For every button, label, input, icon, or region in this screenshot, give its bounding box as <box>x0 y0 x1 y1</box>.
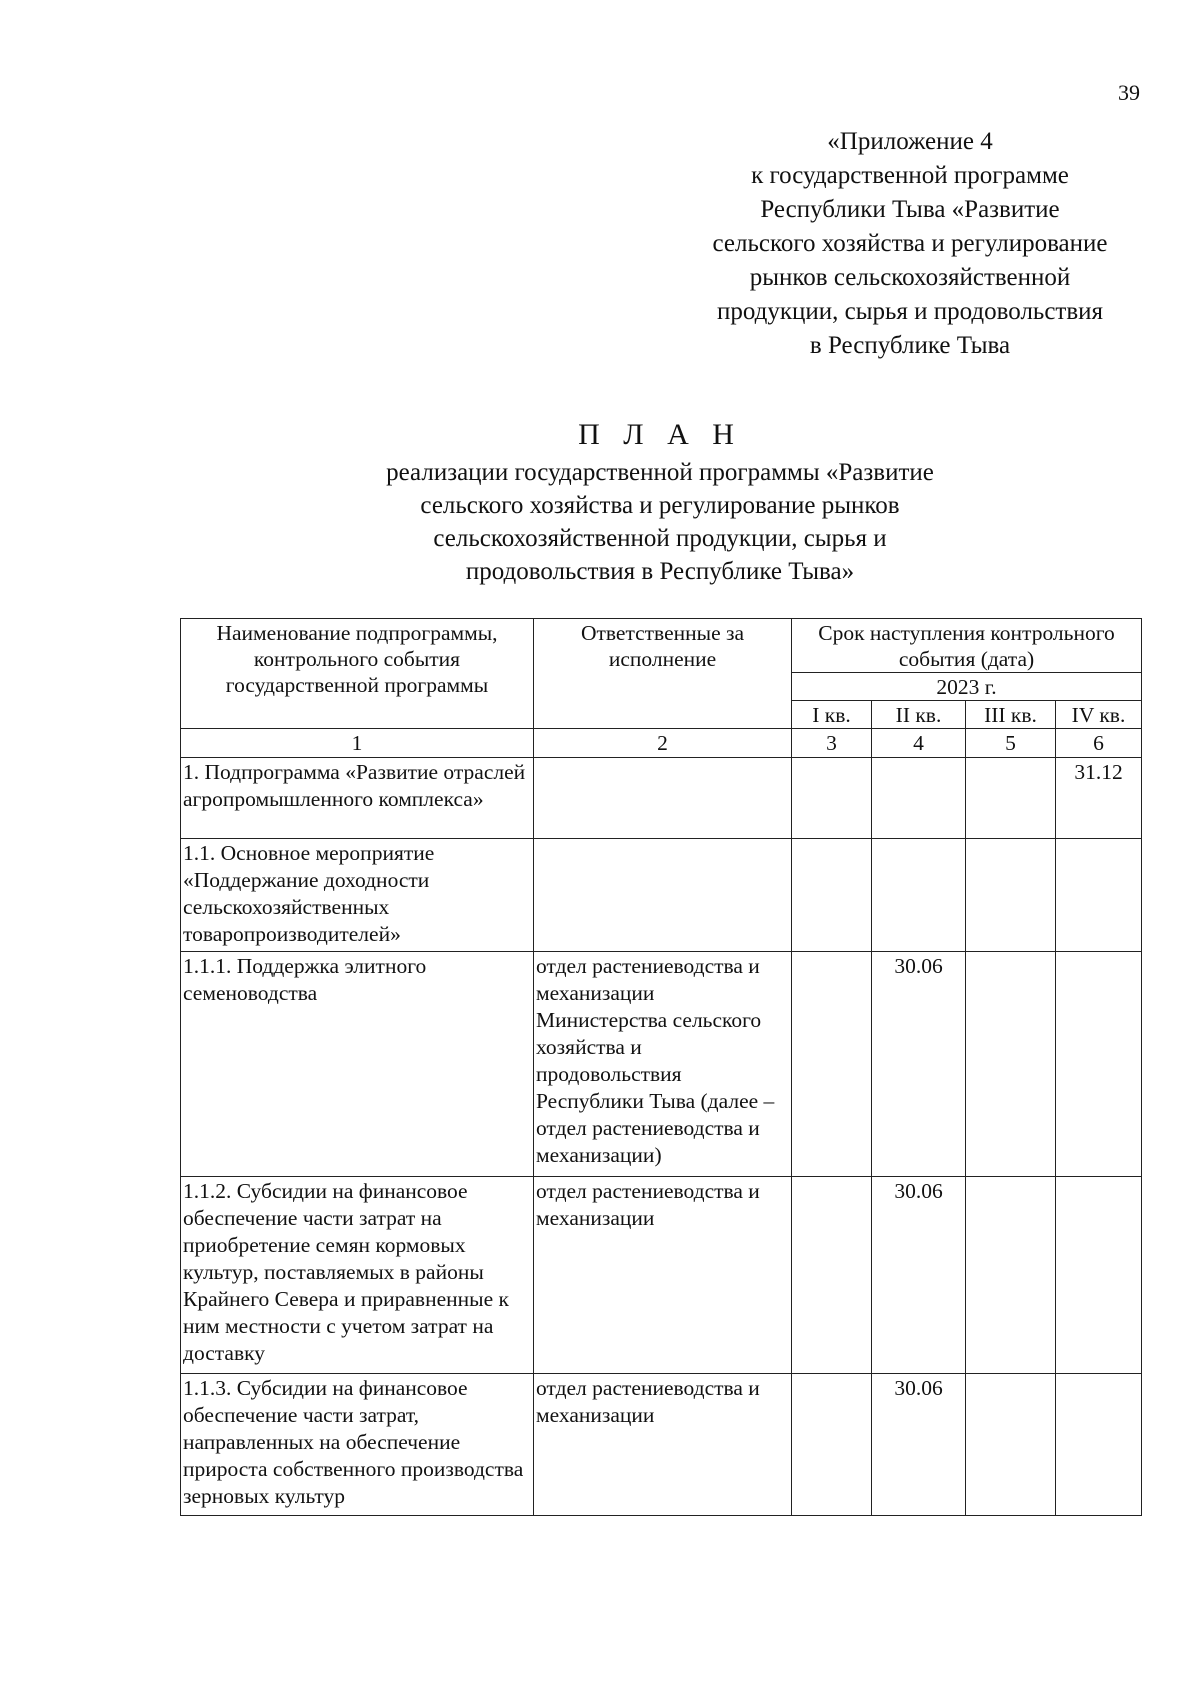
plan-title: П Л А Н <box>578 418 742 451</box>
header-name: Наименование подпрограммы, контрольного события государственной программы <box>181 619 534 729</box>
subtitle-line: реализации государственной программы «Развитие <box>386 459 934 486</box>
page-number: 39 <box>1118 80 1140 105</box>
column-number: 5 <box>966 729 1056 758</box>
cell-name: 1.1.3. Субсидии на финансовое обеспечение части затрат, направленных на обеспечение прироста собственного производства зерновых культур <box>181 1374 534 1516</box>
cell-q2: 30.06 <box>872 1374 966 1516</box>
cell-q3 <box>966 758 1056 839</box>
column-number: 1 <box>181 729 534 758</box>
cell-q3 <box>966 1374 1056 1516</box>
subtitle-line: продовольствия в Республике Тыва» <box>465 558 855 585</box>
appendix-line: Республики Тыва «Развитие <box>760 196 1060 223</box>
cell-q3 <box>966 952 1056 1177</box>
column-number: 3 <box>792 729 872 758</box>
cell-name: 1. Подпрограмма «Развитие отраслей агропромышленного комплекса» <box>181 758 534 839</box>
column-number-row <box>181 729 1142 758</box>
appendix-line: «Приложение 4 <box>827 128 993 155</box>
header-quarter: IV кв. <box>1056 701 1142 729</box>
appendix-line: сельского хозяйства и регулирование <box>712 230 1108 257</box>
cell-name: 1.1.2. Субсидии на финансовое обеспечение части затрат на приобретение семян кормовых культур, поставляемых в районы Крайнего Севера и приравненные к ним местности с учетом затрат на доставку <box>181 1177 534 1374</box>
column-number: 4 <box>872 729 966 758</box>
header-deadline: Срок наступления контрольного события (дата) <box>792 619 1142 673</box>
cell-q1 <box>792 1177 872 1374</box>
cell-q2 <box>872 839 966 952</box>
plan-table <box>180 618 1142 1516</box>
cell-q1 <box>792 952 872 1177</box>
header-row <box>181 619 1142 673</box>
cell-q4: 31.12 <box>1056 758 1142 839</box>
cell-responsible: отдел растениеводства и механизации Министерства сельского хозяйства и продовольствия Республики Тыва (далее – отдел растениеводства и механизации) <box>534 952 792 1177</box>
header-year: 2023 г. <box>792 673 1142 701</box>
cell-q1 <box>792 839 872 952</box>
cell-q3 <box>966 1177 1056 1374</box>
cell-responsible <box>534 758 792 839</box>
cell-q2: 30.06 <box>872 1177 966 1374</box>
cell-q4 <box>1056 839 1142 952</box>
cell-q4 <box>1056 952 1142 1177</box>
table-row <box>181 1374 1142 1516</box>
header-quarter: II кв. <box>872 701 966 729</box>
appendix-line: к государственной программе <box>751 162 1069 189</box>
cell-responsible: отдел растениеводства и механизации <box>534 1177 792 1374</box>
cell-responsible <box>534 839 792 952</box>
table-row <box>181 952 1142 1177</box>
table-row <box>181 839 1142 952</box>
cell-q2: 30.06 <box>872 952 966 1177</box>
table-row <box>181 758 1142 839</box>
column-number: 2 <box>534 729 792 758</box>
appendix-line: рынков сельскохозяйственной <box>749 264 1071 291</box>
header-quarter: III кв. <box>966 701 1056 729</box>
header-responsible: Ответственные за исполнение <box>534 619 792 729</box>
column-number: 6 <box>1056 729 1142 758</box>
cell-q1 <box>792 1374 872 1516</box>
cell-q4 <box>1056 1177 1142 1374</box>
subtitle-line: сельского хозяйства и регулирование рынков <box>420 492 900 519</box>
plan-subtitle <box>0 456 1200 588</box>
cell-q4 <box>1056 1374 1142 1516</box>
cell-name: 1.1. Основное мероприятие «Поддержание доходности сельскохозяйственных товаропроизводителей» <box>181 839 534 952</box>
appendix-line: в Республике Тыва <box>809 332 1011 359</box>
appendix-line: продукции, сырья и продовольствия <box>716 298 1104 325</box>
cell-name: 1.1.1. Поддержка элитного семеноводства <box>181 952 534 1177</box>
cell-q2 <box>872 758 966 839</box>
cell-q1 <box>792 758 872 839</box>
appendix-reference <box>660 125 1160 363</box>
cell-responsible: отдел растениеводства и механизации <box>534 1374 792 1516</box>
header-quarter: I кв. <box>792 701 872 729</box>
subtitle-line: сельскохозяйственной продукции, сырья и <box>433 525 887 552</box>
cell-q3 <box>966 839 1056 952</box>
table-row <box>181 1177 1142 1374</box>
